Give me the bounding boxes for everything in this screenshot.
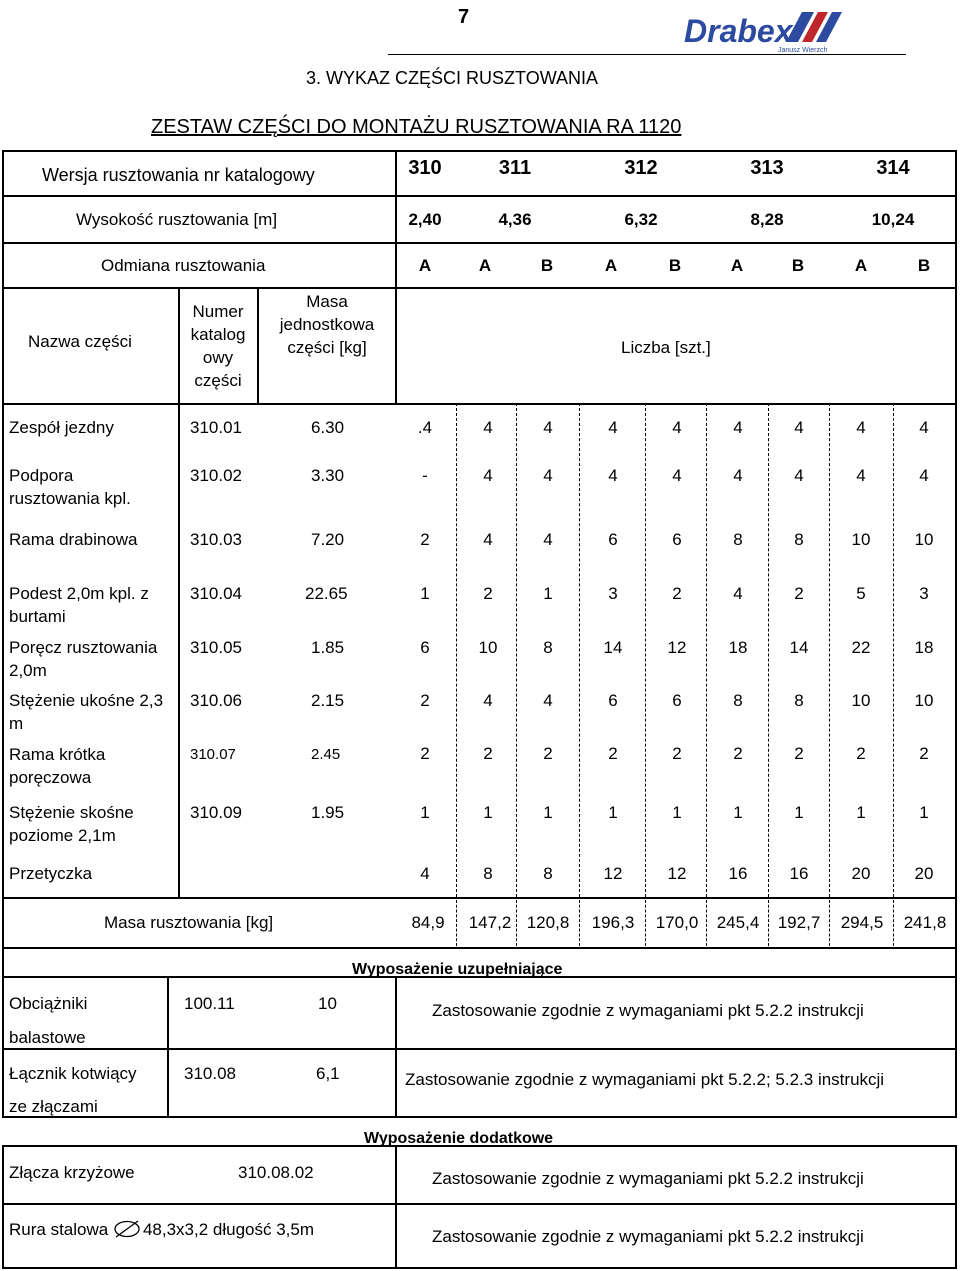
count-cell: 4 xyxy=(919,418,929,437)
part-name: Zespół jezdny xyxy=(9,418,114,437)
count-cell: 1 xyxy=(672,803,682,822)
variant: B xyxy=(668,256,682,275)
count-cell: 4 xyxy=(483,466,493,485)
part-name: Stężenie ukośne 2,3 m xyxy=(9,691,164,733)
count-cell: 2 xyxy=(919,744,929,763)
part-catalog: 310.09 xyxy=(190,803,242,822)
total-label: Masa rusztowania [kg] xyxy=(104,913,274,932)
add-item-name: Rura stalowa xyxy=(9,1220,113,1239)
count-cell: 14 xyxy=(603,638,623,657)
variant: B xyxy=(917,256,931,275)
total-cell: 120,8 xyxy=(526,913,570,932)
version-313: 313 xyxy=(750,157,784,179)
count-cell: 4 xyxy=(733,584,743,603)
count-cell: 10 xyxy=(851,691,871,710)
count-cell: 18 xyxy=(728,638,748,657)
height-314: 10,24 xyxy=(871,210,915,229)
count-cell: 4 xyxy=(483,418,493,437)
total-cell: 245,4 xyxy=(716,913,760,932)
total-cell: 196,3 xyxy=(591,913,635,932)
variant: A xyxy=(418,256,432,275)
count-cell: 4 xyxy=(420,864,430,883)
count-cell: 20 xyxy=(851,864,871,883)
count-cell: 12 xyxy=(603,864,623,883)
count-cell: 1 xyxy=(420,803,430,822)
count-cell: 20 xyxy=(914,864,934,883)
supp-item-catalog: 100.11 xyxy=(184,994,235,1013)
part-catalog: 310.05 xyxy=(190,638,242,657)
part-name: Stężenie skośne poziome 2,1m xyxy=(9,803,134,845)
count-cell: 1 xyxy=(543,584,553,603)
count-cell: 10 xyxy=(914,530,934,549)
count-cell: 2 xyxy=(608,744,618,763)
add-item-note: Zastosowanie zgodnie z wymaganiami pkt 5.2.2 instrukcji xyxy=(432,1227,864,1246)
count-cell: 4 xyxy=(672,466,682,485)
count-cell: 4 xyxy=(543,466,553,485)
col-count-header: Liczba [szt.] xyxy=(621,338,711,357)
count-cell: 4 xyxy=(794,466,804,485)
height-label: Wysokość rusztowania [m] xyxy=(76,210,278,229)
variant: A xyxy=(854,256,868,275)
variant: B xyxy=(540,256,554,275)
add-item-catalog: 310.08.02 xyxy=(238,1163,314,1182)
count-cell: 2 xyxy=(483,584,493,603)
count-cell: 4 xyxy=(733,418,743,437)
part-name: Podpora rusztowania kpl. xyxy=(9,466,131,508)
col-mass-header: Masa jednostkowa części [kg] xyxy=(279,292,375,357)
logo-brand-text: Drabex xyxy=(684,13,793,49)
supp-item-note: Zastosowanie zgodnie z wymaganiami pkt 5.2.2; 5.2.3 instrukcji xyxy=(405,1070,885,1089)
total-cell: 147,2 xyxy=(468,913,512,932)
count-cell: 1 xyxy=(794,803,804,822)
count-cell: 6 xyxy=(672,691,682,710)
count-cell: 1 xyxy=(543,803,553,822)
supp-item-mass: 6,1 xyxy=(316,1064,340,1083)
count-cell: 1 xyxy=(420,584,430,603)
part-mass: 7.20 xyxy=(311,530,345,549)
version-310: 310 xyxy=(408,157,442,179)
count-cell: 1 xyxy=(733,803,743,822)
supp-item-catalog: 310.08 xyxy=(184,1064,236,1083)
total-cell: 170,0 xyxy=(655,913,699,932)
total-cell: 84,9 xyxy=(411,913,445,932)
part-catalog: 310.06 xyxy=(190,691,242,710)
count-cell: 4 xyxy=(608,466,618,485)
diameter-icon xyxy=(113,1220,141,1243)
count-cell: 8 xyxy=(483,864,493,883)
part-name: Podest 2,0m kpl. z burtami xyxy=(9,584,149,626)
count-cell: 1 xyxy=(483,803,493,822)
add-item-name-group xyxy=(9,1220,314,1243)
logo-graphic xyxy=(682,6,857,54)
count-cell: - xyxy=(422,466,428,485)
part-catalog: 310.02 xyxy=(190,466,242,485)
count-cell: 4 xyxy=(608,418,618,437)
part-mass: 6.30 xyxy=(311,418,345,437)
version-314: 314 xyxy=(876,157,910,179)
add-item-name: Złącza krzyżowe xyxy=(9,1163,135,1182)
part-mass: 2.15 xyxy=(311,691,345,710)
height-310: 2,40 xyxy=(408,210,442,229)
count-cell: 8 xyxy=(543,638,553,657)
part-catalog: 310.07 xyxy=(190,746,236,763)
count-cell: 12 xyxy=(667,864,687,883)
count-cell: 18 xyxy=(914,638,934,657)
count-cell: 8 xyxy=(794,691,804,710)
part-mass: 22.65 xyxy=(305,584,348,603)
count-cell: 6 xyxy=(608,691,618,710)
count-cell: 1 xyxy=(919,803,929,822)
part-name: Przetyczka xyxy=(9,864,93,883)
col-catalog-header: Numer katalog owy części xyxy=(190,302,246,390)
logo xyxy=(682,6,857,54)
count-cell: 22 xyxy=(851,638,871,657)
supp-item-name: ze złączami xyxy=(9,1097,98,1116)
height-311: 4,36 xyxy=(498,210,532,229)
count-cell: 4 xyxy=(483,691,493,710)
variant-label: Odmiana rusztowania xyxy=(101,256,266,275)
supp-item-name: Łącznik kotwiący xyxy=(9,1064,137,1083)
count-cell: 2 xyxy=(733,744,743,763)
part-catalog: 310.04 xyxy=(190,584,242,603)
count-cell: 2 xyxy=(543,744,553,763)
count-cell: 4 xyxy=(672,418,682,437)
supp-item-name: balastowe xyxy=(9,1028,86,1047)
section-title: 3. WYKAZ CZĘŚCI RUSZTOWANIA xyxy=(306,68,599,88)
part-name: Poręcz rusztowania 2,0m xyxy=(9,638,158,680)
count-cell: 8 xyxy=(543,864,553,883)
count-cell: 4 xyxy=(543,530,553,549)
part-mass: 2.45 xyxy=(311,746,341,763)
count-cell: 16 xyxy=(728,864,748,883)
count-cell: 6 xyxy=(608,530,618,549)
col-name-header: Nazwa części xyxy=(28,332,132,351)
supp-item-note: Zastosowanie zgodnie z wymaganiami pkt 5.2.2 instrukcji xyxy=(432,1001,864,1020)
variant: B xyxy=(791,256,805,275)
variant: A xyxy=(730,256,744,275)
count-cell: 10 xyxy=(914,691,934,710)
count-cell: 12 xyxy=(667,638,687,657)
part-name: Rama krótka poręczowa xyxy=(9,745,106,787)
count-cell: 16 xyxy=(789,864,809,883)
count-cell: 6 xyxy=(420,638,430,657)
variant: A xyxy=(604,256,618,275)
count-cell: 4 xyxy=(543,691,553,710)
count-cell: 1 xyxy=(856,803,866,822)
part-catalog: 310.03 xyxy=(190,530,242,549)
count-cell: 2 xyxy=(483,744,493,763)
count-cell: 2 xyxy=(856,744,866,763)
height-313: 8,28 xyxy=(750,210,784,229)
version-label: Wersja rusztowania nr katalogowy xyxy=(42,165,315,185)
count-cell: 4 xyxy=(856,466,866,485)
header-rule xyxy=(388,54,906,55)
part-mass: 1.85 xyxy=(311,638,345,657)
count-cell: 8 xyxy=(733,691,743,710)
main-title: ZESTAW CZĘŚCI DO MONTAŻU RUSZTOWANIA RA 1120 xyxy=(151,116,682,138)
total-cell: 294,5 xyxy=(840,913,884,932)
part-name: Rama drabinowa xyxy=(9,530,138,549)
variant: A xyxy=(478,256,492,275)
count-cell: 2 xyxy=(794,584,804,603)
count-cell: 2 xyxy=(420,530,430,549)
count-cell: 4 xyxy=(483,530,493,549)
additional-title: Wyposażenie dodatkowe xyxy=(364,1130,554,1145)
count-cell: 3 xyxy=(919,584,929,603)
count-cell: 3 xyxy=(608,584,618,603)
part-catalog: 310.01 xyxy=(190,418,242,437)
version-312: 312 xyxy=(624,157,658,179)
count-cell: 4 xyxy=(794,418,804,437)
total-cell: 192,7 xyxy=(777,913,821,932)
supp-item-mass: 10 xyxy=(318,994,337,1013)
count-cell: 2 xyxy=(672,744,682,763)
count-cell: 1 xyxy=(608,803,618,822)
count-cell: 5 xyxy=(856,584,866,603)
count-cell: 4 xyxy=(856,418,866,437)
part-mass: 3.30 xyxy=(311,466,345,485)
supplementary-title: Wyposażenie uzupełniające xyxy=(352,961,563,976)
count-cell: 2 xyxy=(672,584,682,603)
count-cell: 8 xyxy=(794,530,804,549)
count-cell: .4 xyxy=(417,418,433,437)
version-311: 311 xyxy=(498,157,532,179)
count-cell: 4 xyxy=(543,418,553,437)
count-cell: 10 xyxy=(851,530,871,549)
part-mass: 1.95 xyxy=(311,803,345,822)
page-number: 7 xyxy=(458,6,470,28)
count-cell: 2 xyxy=(420,691,430,710)
logo-sub-text: Janusz Wierzch xyxy=(778,47,828,54)
count-cell: 6 xyxy=(672,530,682,549)
count-cell: 2 xyxy=(420,744,430,763)
add-item-note: Zastosowanie zgodnie z wymaganiami pkt 5.2.2 instrukcji xyxy=(432,1169,864,1188)
supp-item-name: Obciążniki xyxy=(9,994,88,1013)
count-cell: 2 xyxy=(794,744,804,763)
height-312: 6,32 xyxy=(624,210,658,229)
count-cell: 8 xyxy=(733,530,743,549)
count-cell: 4 xyxy=(733,466,743,485)
count-cell: 4 xyxy=(919,466,929,485)
count-cell: 10 xyxy=(478,638,498,657)
add-item-name-tail: 48,3x3,2 długość 3,5m xyxy=(142,1220,314,1239)
total-cell: 241,8 xyxy=(903,913,947,932)
count-cell: 14 xyxy=(789,638,809,657)
